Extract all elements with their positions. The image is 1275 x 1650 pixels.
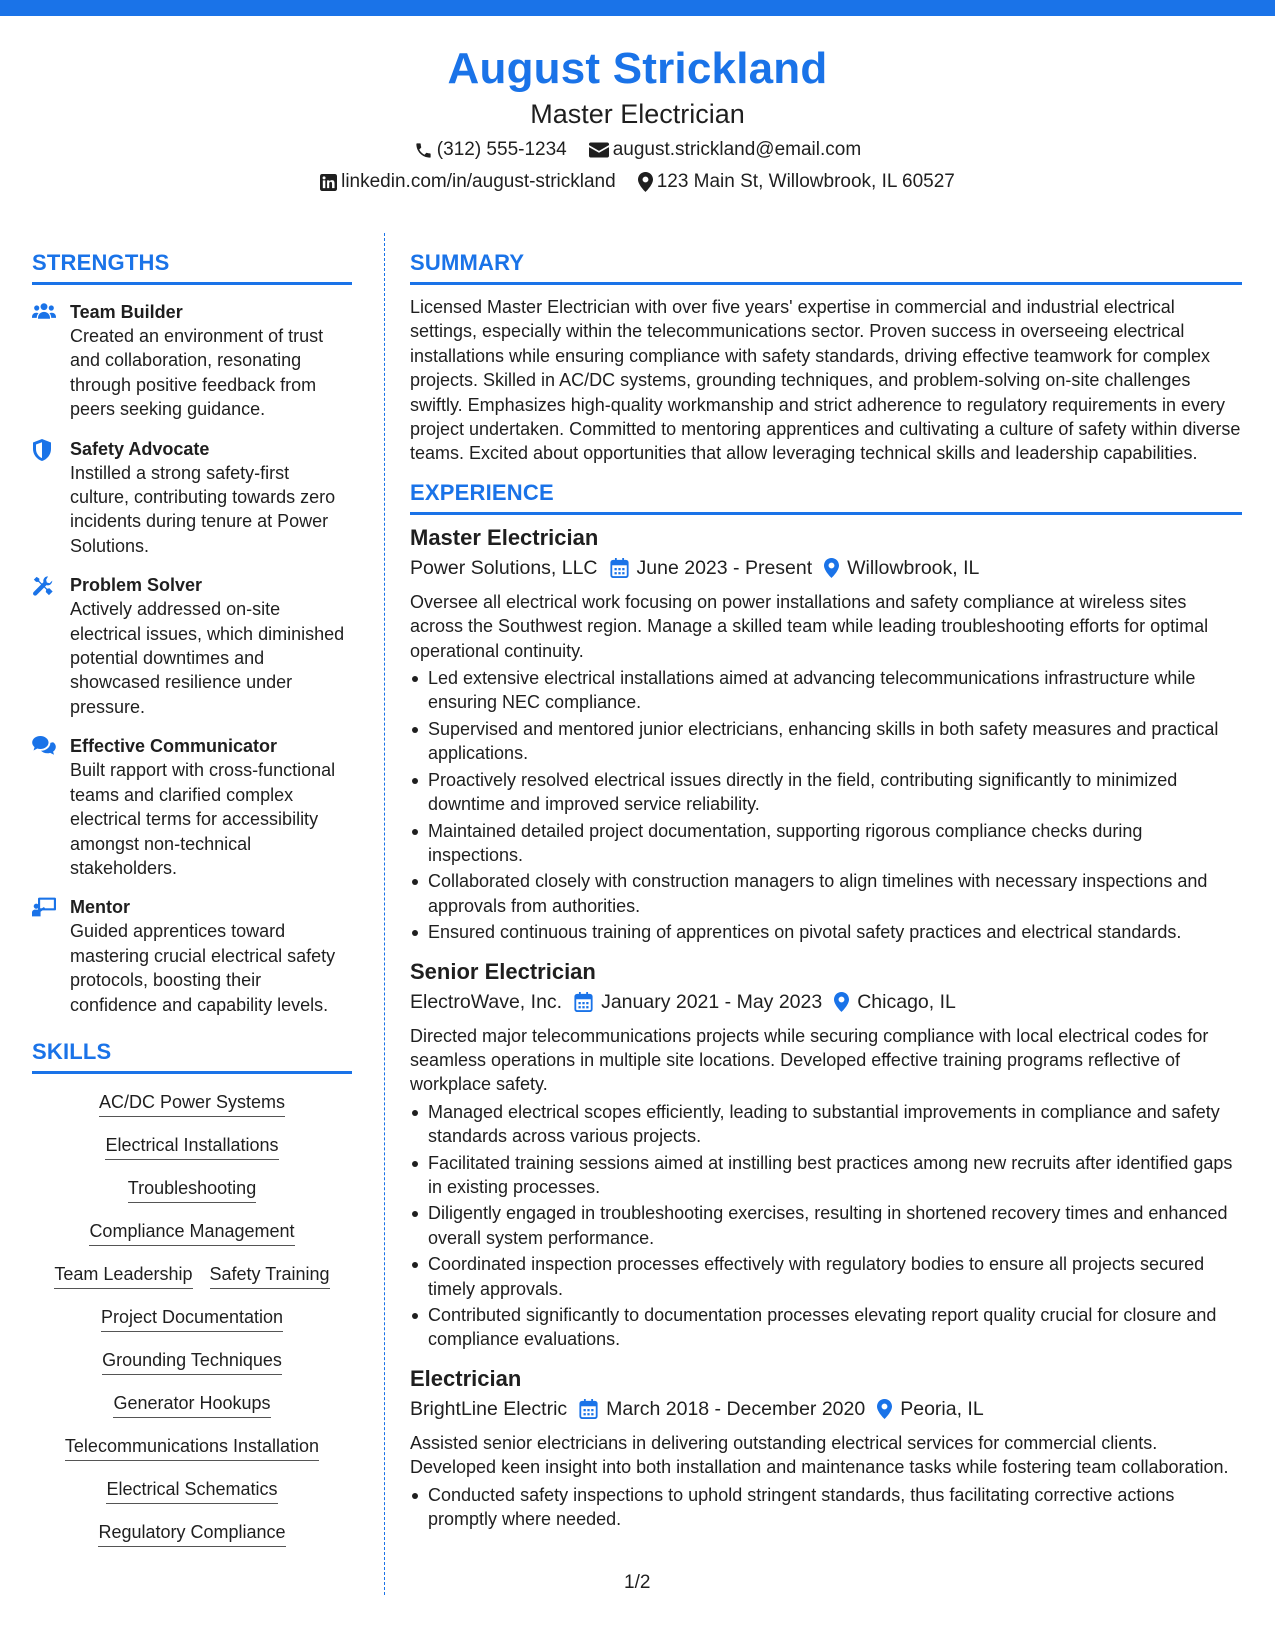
strength-desc: Guided apprentices toward mastering crucial electrical safety protocols, boosting their confidence and capability levels.: [70, 921, 336, 1015]
bullet-item: Diligently engaged in troubleshooting exercises, resulting in shortened recovery times and enhanced overall system performance.: [410, 1201, 1242, 1250]
skill-row: [106, 1477, 277, 1504]
job-meta: [410, 987, 1242, 1017]
job-meta: [410, 553, 1242, 583]
job-location: Peoria, IL: [900, 1397, 984, 1420]
bullet-item: Collaborated closely with construction managers to align timelines with necessary inspections and approvals from authorities.: [410, 869, 1242, 918]
map-pin-icon: [824, 558, 839, 578]
envelope-icon: [589, 142, 609, 158]
job-entry: [410, 1364, 1242, 1532]
bullet-item: Facilitated training sessions aimed at instilling best practices among new recruits after identified gaps in existing processes.: [410, 1151, 1242, 1200]
summary-heading: SUMMARY: [410, 250, 1242, 285]
job-company: Power Solutions, LLC: [410, 556, 598, 579]
job-bullets: [410, 666, 1242, 944]
bullet-item: Coordinated inspection processes effectively with regulatory bodies to ensure all projects secured timely approvals.: [410, 1252, 1242, 1301]
calendar-icon: [574, 992, 593, 1012]
skill-tag: Project Documentation: [101, 1305, 283, 1332]
job-dates: June 2023 - Present: [636, 556, 813, 579]
strength-item: [32, 734, 352, 880]
strength-desc: Actively addressed on-site electrical issues, which diminished potential downtimes and showcased resilience under pressure.: [70, 599, 345, 717]
bullet-item: Maintained detailed project documentation, supporting rigorous compliance checks during inspections.: [410, 819, 1242, 868]
job-dates: January 2021 - May 2023: [601, 990, 823, 1013]
skill-tag: Team Leadership: [54, 1262, 192, 1289]
job-role: Senior Electrician: [410, 958, 596, 984]
strength-desc: Created an environment of trust and collaboration, resonating through positive feedback from peers seeking guidance.: [70, 326, 324, 420]
strength-item: [32, 437, 352, 559]
skill-tag: Safety Training: [210, 1262, 330, 1289]
strength-body: [70, 573, 352, 719]
strength-body: [70, 734, 352, 880]
chalkboard-teacher-icon: [32, 895, 70, 1017]
tools-icon: [32, 573, 70, 719]
email-contact[interactable]: [589, 137, 861, 163]
strength-desc: Built rapport with cross-functional teams and clarified complex electrical terms for accessibility amongst non-technical stakeholders.: [70, 760, 336, 878]
strength-title: Effective Communicator: [70, 736, 278, 757]
skill-tag: Telecommunications Installation: [65, 1434, 319, 1461]
top-accent-bar: [0, 0, 1275, 16]
strength-item: [32, 300, 352, 422]
job-role: Master Electrician: [410, 524, 599, 550]
contact-row-2: [0, 169, 1275, 195]
column-divider: [384, 233, 385, 1595]
job-company: BrightLine Electric: [410, 1397, 568, 1420]
bullet-item: Conducted safety inspections to uphold stringent standards, thus facilitating corrective actions promptly where needed.: [410, 1483, 1242, 1532]
map-pin-icon: [834, 992, 849, 1012]
skills-heading: SKILLS: [32, 1039, 352, 1074]
candidate-name: August Strickland: [447, 44, 828, 93]
skill-tag: Troubleshooting: [128, 1176, 256, 1203]
linkedin-icon: [320, 174, 337, 191]
job-entry: [410, 957, 1242, 1352]
linkedin-text[interactable]: linkedin.com/in/august-strickland: [341, 171, 616, 192]
email-text[interactable]: august.strickland@email.com: [612, 139, 862, 160]
strength-title: Problem Solver: [70, 575, 203, 596]
page-number: 1/2: [624, 1572, 651, 1593]
strengths-section: [32, 250, 352, 1017]
job-bullets: [410, 1100, 1242, 1352]
strength-desc: Instilled a strong safety-first culture, contributing towards zero incidents during tenure at Power Solutions.: [70, 462, 336, 556]
skill-tag: AC/DC Power Systems: [99, 1090, 285, 1117]
skill-row: [99, 1090, 285, 1117]
skill-tag: Electrical Schematics: [106, 1477, 277, 1504]
phone-contact: [414, 137, 567, 163]
job-dates: March 2018 - December 2020: [606, 1397, 866, 1420]
resume-header: [0, 42, 1275, 195]
skill-row: [113, 1391, 270, 1418]
skill-tag: Electrical Installations: [105, 1133, 278, 1160]
bullet-item: Led extensive electrical installations aimed at advancing telecommunications infrastructure while ensuring NEC compliance.: [410, 666, 1242, 715]
shield-icon: [32, 437, 70, 559]
left-column: [32, 250, 352, 1563]
job-role: Electrician: [410, 1365, 522, 1391]
map-pin-icon: [877, 1399, 892, 1419]
contact-row-1: [0, 137, 1275, 163]
job-bullets: [410, 1483, 1242, 1532]
strength-body: [70, 437, 352, 559]
skill-tag: Regulatory Compliance: [98, 1520, 285, 1547]
summary-section: [410, 250, 1242, 466]
strength-item: [32, 895, 352, 1017]
job-description: Directed major telecommunications projects while securing compliance with local electrical codes for seamless operations in multiple site locations. Developed effective training programs reflective of workplace safety.: [410, 1025, 1209, 1095]
strength-item: [32, 573, 352, 719]
linkedin-contact[interactable]: [320, 169, 616, 195]
skills-section: [32, 1039, 352, 1563]
strength-title: Team Builder: [70, 302, 183, 322]
strengths-heading: STRENGTHS: [32, 250, 352, 285]
job-location: Willowbrook, IL: [847, 556, 980, 579]
job-company: ElectroWave, Inc.: [410, 990, 563, 1013]
right-column: [410, 250, 1242, 1533]
calendar-icon: [610, 558, 629, 578]
skill-tag: Generator Hookups: [113, 1391, 270, 1418]
job-description: Assisted senior electricians in delivering outstanding electrical services for commercial clients. Developed keen insight into both installation and maintenance tasks while fostering team collaboration.: [410, 1432, 1229, 1478]
skill-row: [89, 1219, 294, 1246]
skills-list: [32, 1090, 352, 1563]
summary-text: Licensed Master Electrician with over five years' expertise in commercial and industrial electrical settings, especially within the telecommunications sector. Proven success in overseeing electrical installations while ensuring compliance with safety standards, driving effective teamwork for complex projects. Skilled in AC/DC systems, grounding techniques, and problem-solving on-site challenges swiftly. Emphasizes high-quality workmanship and strict adherence to regulatory requirements in every project undertaken. Committed to mentoring apprentices and cultivating a culture of safety within diverse teams. Excited about opportunities that allow leveraging technical skills and leadership capabilities.: [410, 297, 1241, 464]
address-text: 123 Main St, Willowbrook, IL 60527: [656, 171, 955, 192]
candidate-title: Master Electrician: [530, 99, 745, 129]
address-contact: [638, 169, 955, 195]
bullet-item: Ensured continuous training of apprentices on pivotal safety practices and electrical standards.: [410, 920, 1242, 944]
job-entry: [410, 523, 1242, 945]
calendar-icon: [579, 1399, 598, 1419]
strength-body: [70, 300, 352, 422]
skill-row: [54, 1262, 329, 1289]
skill-tag: Grounding Techniques: [102, 1348, 282, 1375]
experience-heading: EXPERIENCE: [410, 480, 1242, 515]
job-meta: [410, 1394, 1242, 1424]
strength-title: Safety Advocate: [70, 438, 210, 459]
skill-tag: Compliance Management: [89, 1219, 294, 1246]
skill-row: [128, 1176, 256, 1203]
phone-icon: [414, 141, 433, 160]
job-description: Oversee all electrical work focusing on power installations and safety compliance at wireless sites across the Southwest region. Manage a skilled team while leading troubleshooting efforts for optimal operational continuity.: [410, 591, 1209, 661]
skill-row: [98, 1520, 285, 1547]
bullet-item: Proactively resolved electrical issues directly in the field, contributing significantly to minimized downtime and improved service reliability.: [410, 768, 1242, 817]
map-pin-icon: [638, 172, 653, 192]
bullet-item: Supervised and mentored junior electricians, enhancing skills in both safety measures and practical applications.: [410, 717, 1242, 766]
job-location: Chicago, IL: [857, 990, 956, 1013]
phone-text: (312) 555-1234: [436, 139, 567, 160]
bullet-item: Managed electrical scopes efficiently, leading to substantial improvements in compliance and safety standards across various projects.: [410, 1100, 1242, 1149]
users-icon: [32, 300, 70, 422]
experience-section: [410, 480, 1242, 1532]
strength-title: Mentor: [70, 897, 130, 918]
skill-row: [101, 1305, 283, 1332]
skill-row: [102, 1348, 282, 1375]
strength-body: [70, 895, 352, 1017]
bullet-item: Contributed significantly to documentation processes elevating report quality crucial for closure and compliance evaluations.: [410, 1303, 1242, 1352]
skill-row: [105, 1133, 278, 1160]
comments-icon: [32, 734, 70, 880]
skill-row: [65, 1434, 319, 1461]
